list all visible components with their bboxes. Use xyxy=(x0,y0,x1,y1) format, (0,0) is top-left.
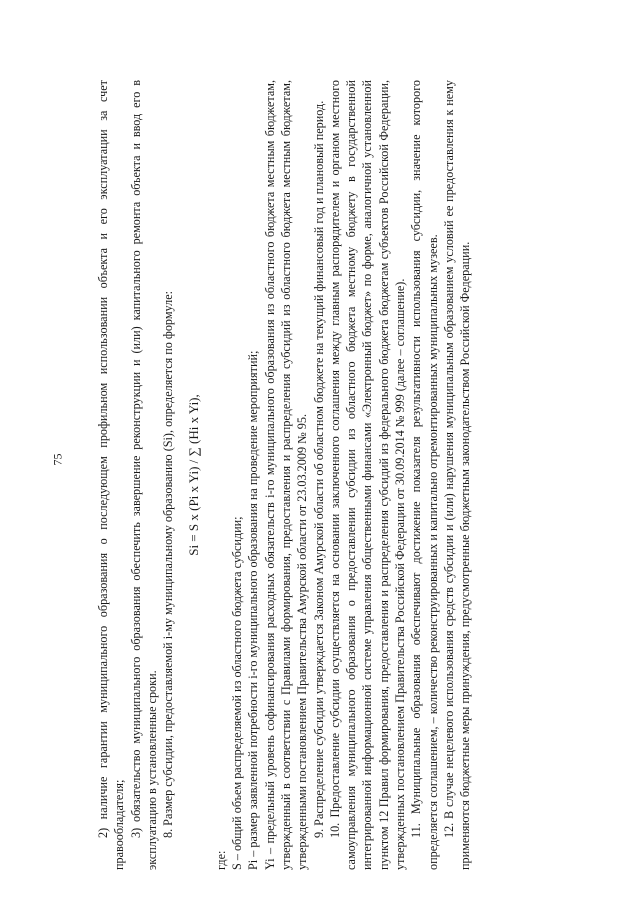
definition-s: S – общий объем распределяемой из областного бюджета субсидии; xyxy=(230,516,245,870)
subsidy-formula: Si = S x (Pi x Yi) / ∑ (Hi x Yi), xyxy=(186,394,202,556)
paragraph-item-3: 3) обязательство муниципального образования обеспечить завершение реконструкции и (или) капитального ремонта объекта и ввод его в эксплуатацию в установленные сроки. xyxy=(128,80,159,870)
paragraph-11: 11. Муниципальные образования обеспечивают достижение показателя результативности использования субсидии, значение которого определяется соглашением, – количество реконструированных и капитально отремонтированных муниципальных музеев. xyxy=(409,80,440,870)
page-number: 75 xyxy=(50,453,65,466)
paragraph-10: 10. Предоставление субсидии осуществляется на основании заключенного соглашения между главным распорядителем и органом местного самоуправления муниципального образования о предоставлении субсидии из областного бюджета местному бюджету в государственной интегрированной информационной системе управления общественными финансами «Электронный бюджет» по форме, аналогичной установленной пунктом 12 Правил формирования, предоставления и распределения субсидий из федерального бюджета бюджетам субъектов Российской Федерации, утвержденных постановлением Правительства Российской Федерации от 30.09.2014 № 999 (далее – соглашение). xyxy=(327,80,408,870)
paragraph-9: 9. Распределение субсидии утверждается Законом Амурской области об областном бюджете на текущий финансовый год и плановый период. xyxy=(311,100,326,838)
definition-p: Pi – размер заявленной потребности i-го муниципального образования на проведение мероприятий; xyxy=(246,350,261,870)
paragraph-12: 12. В случае нецелевого использования средств субсидии и (или) нарушения муниципальным образованием условий ее предоставления к нему применяются бюджетные меры принуждения, предусмотренные бюджетным законодательством Российской Федерации. xyxy=(441,80,473,870)
paragraph-8: 8. Размер субсидии, предоставляемой i-му муниципальному образованию (Si), определяется по формуле: xyxy=(161,291,176,838)
where-label: где: xyxy=(213,850,228,870)
definition-y: Yi – предельный уровень софинансирования расходных обязательств i-го муниципального образования из областного бюджета местным бюджетам, утвержденный в соответствии с Правилами формирования, предоставления и распределения субсидий из областного бюджета местным бюджетам, утвержденными постановлением Правительства Амурской области от 23.03.2009 № 95. xyxy=(262,80,310,870)
rotated-text-block xyxy=(95,80,565,870)
paragraph-item-2: 2) наличие гарантии муниципального образования о последующем профильном использовании объекта и его эксплуатации за счет правообладателя; xyxy=(96,80,127,870)
